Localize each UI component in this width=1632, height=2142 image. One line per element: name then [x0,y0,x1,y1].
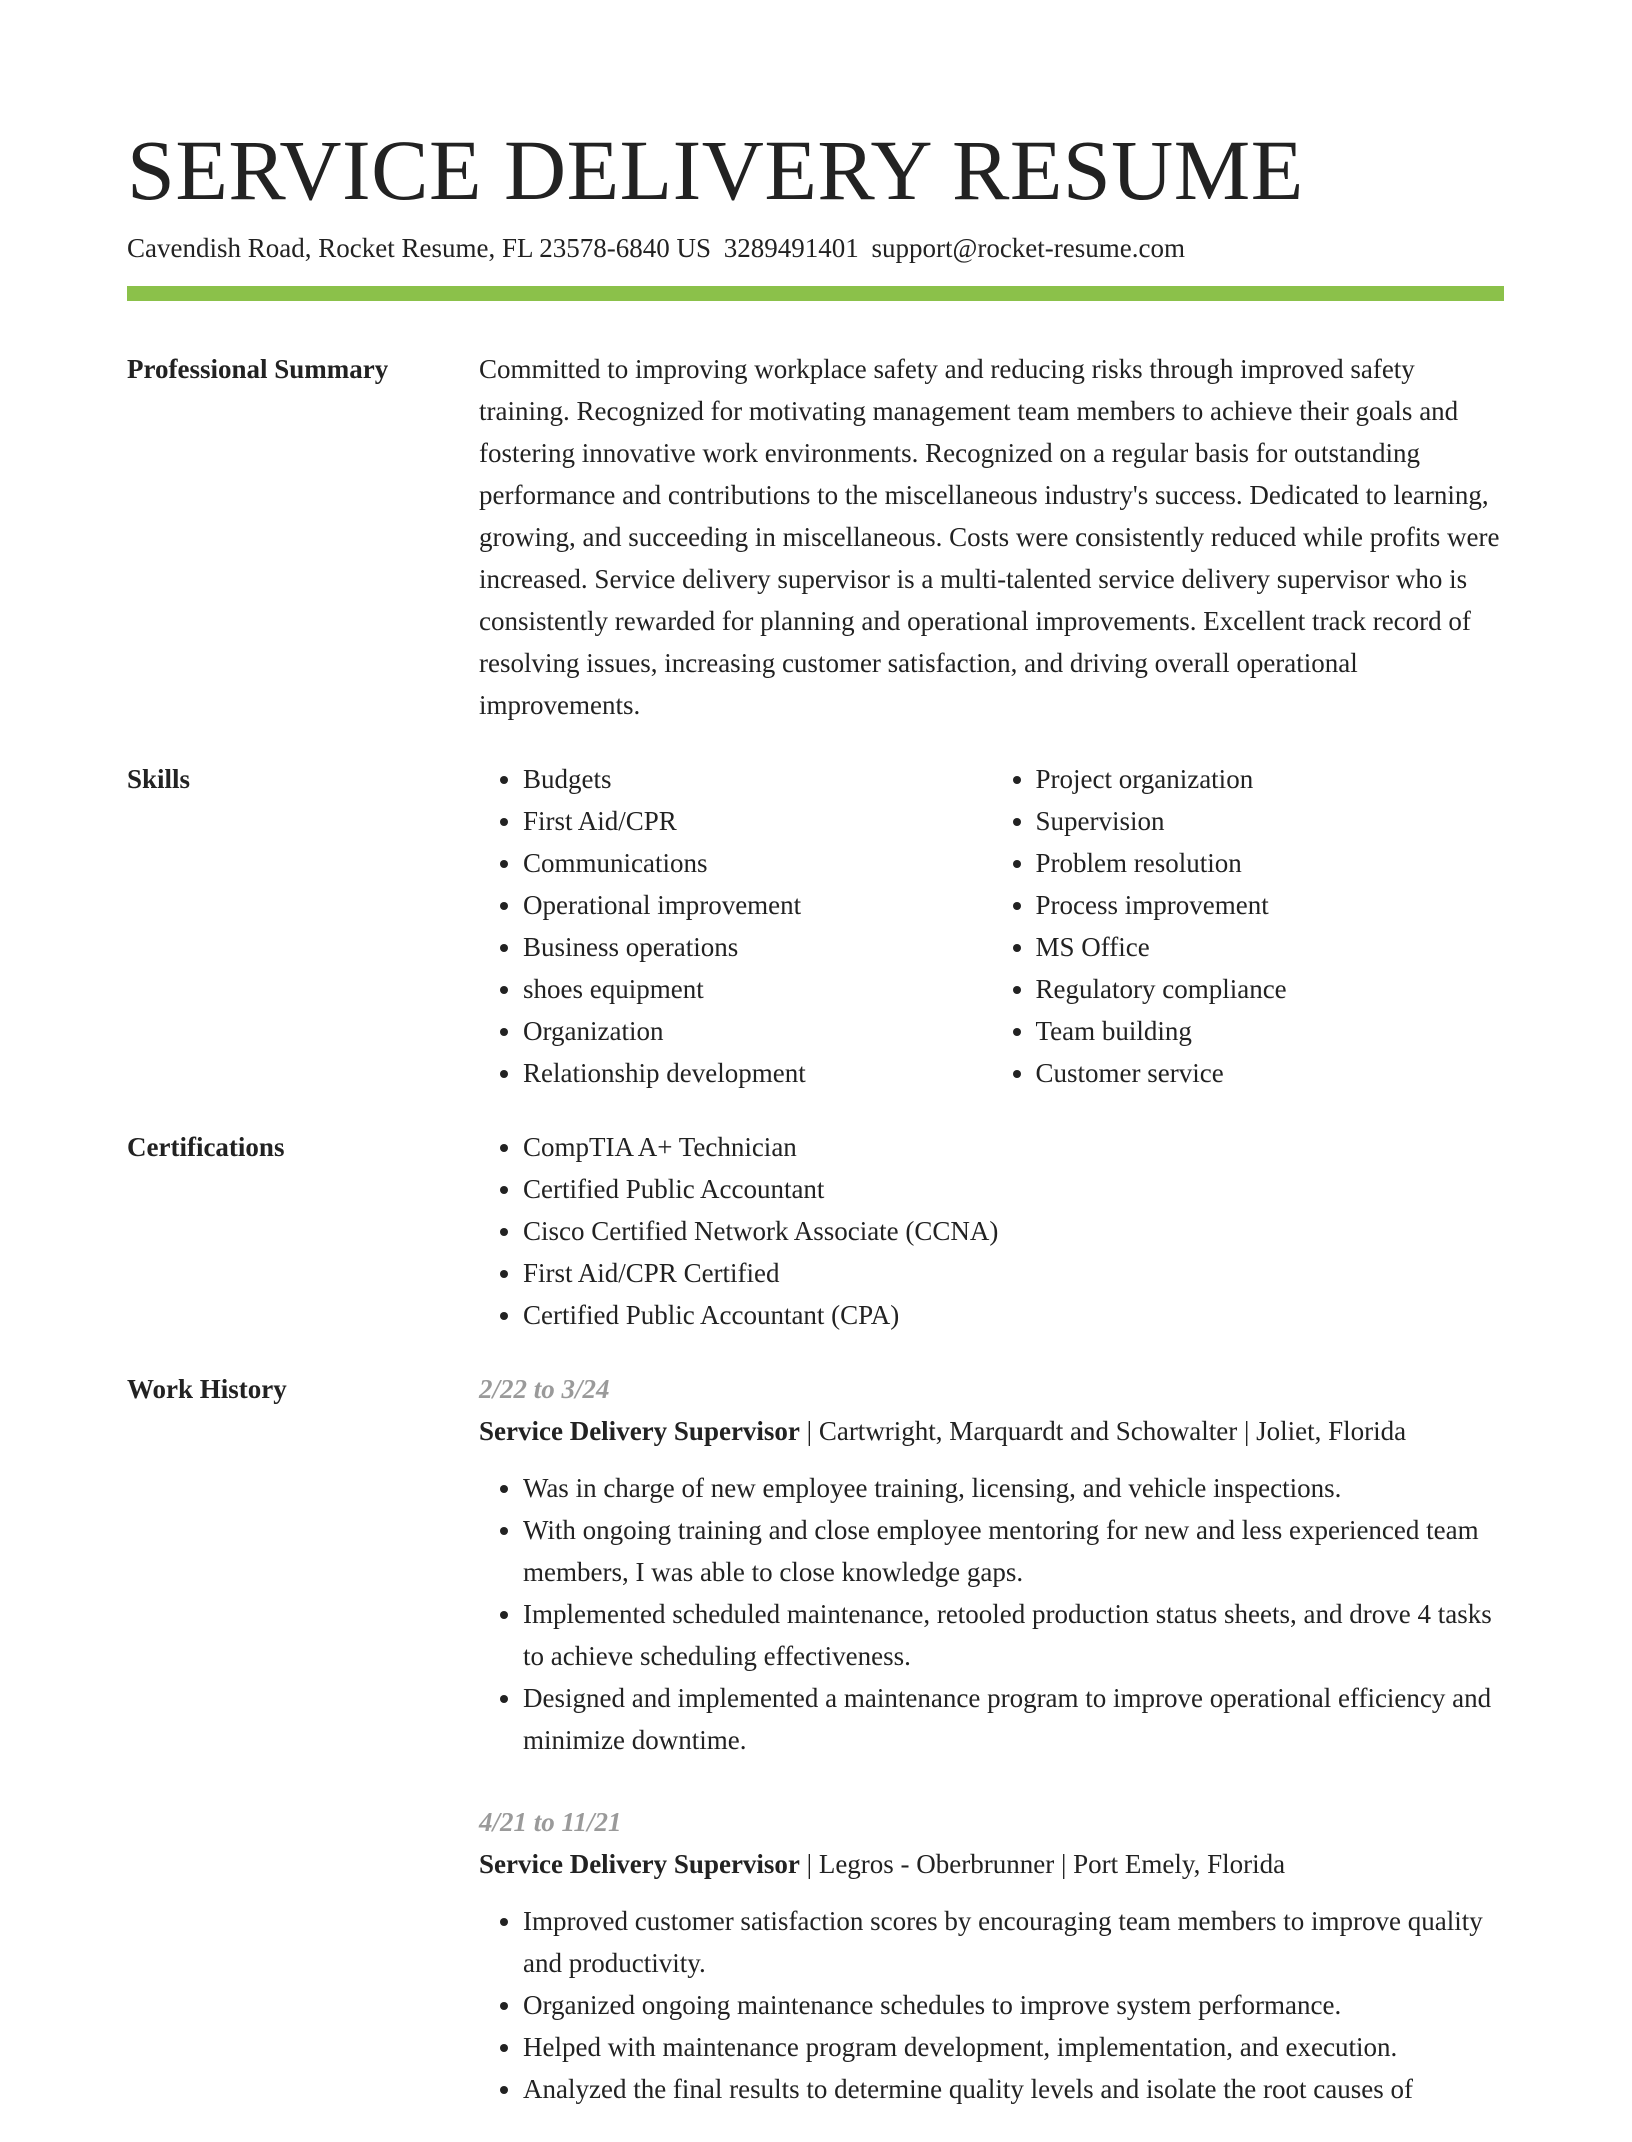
skills-body [479,758,1504,1094]
job-duty: • Helped with maintenance program development, implementation, and execution. [523,2026,1504,2068]
skill-item: • Relationship development [523,1052,992,1094]
skills-heading: Skills [127,764,191,794]
job-dates: 2/22 to 3/24 [479,1374,610,1404]
job-heading [479,1843,1504,1885]
skills-section [127,758,1504,1094]
job-duty: • With ongoing training and close employee mentoring for new and less experienced team members, I was able to close knowledge gaps. [523,1509,1504,1593]
job-duties-list [479,1467,1504,1761]
certification-item: • Certified Public Accountant (CPA) [523,1294,1504,1336]
skill-item: • Regulatory compliance [1036,968,1505,1010]
job-entry [479,1368,1504,1761]
resume-sections [127,348,1504,2142]
contact-address: Cavendish Road, Rocket Resume, FL 23578-6840 US [127,233,711,263]
job-duty: • Improved customer satisfaction scores by encouraging team members to improve quality and productivity. [523,1900,1504,1984]
resume-header [127,120,1504,301]
job-entry [479,1801,1504,2110]
skill-item: • Budgets [523,758,992,800]
job-title: Service Delivery Supervisor [479,1849,800,1879]
work-history-heading: Work History [127,1374,287,1404]
job-title: Service Delivery Supervisor [479,1416,800,1446]
skill-item: • Team building [1036,1010,1505,1052]
summary-text: Committed to improving workplace safety and reducing risks through improved safety training. Recognized for motivating management team members to achieve their goals and fostering innovative work environments. Recognized on a regular basis for outstanding performance and contributions to the miscellaneous industry's success. Dedicated to learning, growing, and succeeding in miscellaneous. Costs were consistently reduced while profits were increased. Service delivery supervisor is a multi-talented service delivery supervisor who is consistently rewarded for planning and operational improvements. Excellent track record of resolving issues, increasing customer satisfaction, and driving overall operational improvements. [479,354,1500,720]
skill-item: • Organization [523,1010,992,1052]
job-dates: 4/21 to 11/21 [479,1807,622,1837]
certifications-section [127,1126,1504,1336]
certification-item: • First Aid/CPR Certified [523,1252,1504,1294]
job-duty: • Analyzed the final results to determine quality levels and isolate the root causes of [523,2068,1504,2110]
certification-item: • Certified Public Accountant [523,1168,1504,1210]
skills-right-list [992,758,1505,1094]
job-company-location: | Cartwright, Marquardt and Schowalter | Joliet, Florida [799,1416,1407,1446]
certifications-heading: Certifications [127,1132,285,1162]
skill-item: • Communications [523,842,992,884]
contact-email: support@rocket-resume.com [871,233,1185,263]
skill-item: • Process improvement [1036,884,1505,926]
job-duties-list [479,1900,1504,2110]
summary-heading: Professional Summary [127,354,389,384]
job-heading [479,1410,1504,1452]
job-duty: • Organized ongoing maintenance schedules to improve system performance. [523,1984,1504,2026]
contact-line [127,230,1504,266]
contact-phone: 3289491401 [723,233,859,263]
skill-item: • MS Office [1036,926,1505,968]
certification-item: • CompTIA A+ Technician [523,1126,1504,1168]
summary-body [479,348,1504,726]
job-duty: • Was in charge of new employee training, licensing, and vehicle inspections. [523,1467,1504,1509]
resume-title: SERVICE DELIVERY RESUME [127,122,1304,218]
skill-item: • Supervision [1036,800,1505,842]
work-history-section [127,1368,1504,2110]
skill-item: • Problem resolution [1036,842,1505,884]
job-duty: • Implemented scheduled maintenance, retooled production status sheets, and drove 4 tasks to achieve scheduling effectiveness. [523,1593,1504,1677]
skill-item: • First Aid/CPR [523,800,992,842]
job-company-location: | Legros - Oberbrunner | Port Emely, Florida [799,1849,1286,1879]
skill-item: • shoes equipment [523,968,992,1010]
skill-item: • Business operations [523,926,992,968]
certification-item: • Cisco Certified Network Associate (CCNA) [523,1210,1504,1252]
job-duty: • Designed and implemented a maintenance program to improve operational efficiency and minimize downtime. [523,1677,1504,1761]
header-divider [127,286,1504,301]
certifications-body [479,1126,1504,1336]
skill-item: • Operational improvement [523,884,992,926]
skill-item: • Project organization [1036,758,1505,800]
skill-item: • Customer service [1036,1052,1505,1094]
skills-left-list [479,758,992,1094]
work-history-body [479,1368,1504,2110]
summary-section [127,348,1504,726]
certifications-list [479,1126,1504,1336]
